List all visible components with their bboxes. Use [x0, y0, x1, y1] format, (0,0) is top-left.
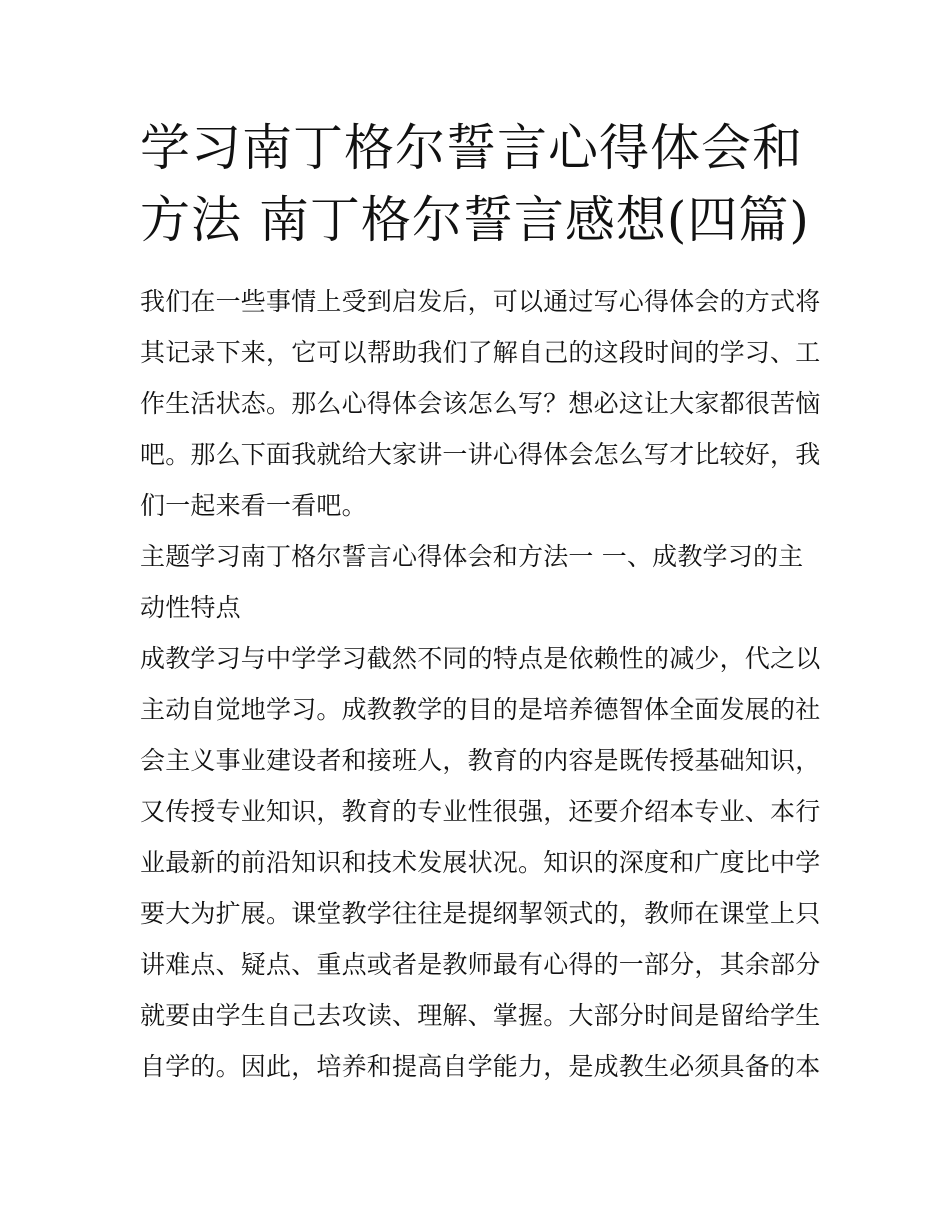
body-line: 主动自觉地学习。成教教学的目的是培养德智体全面发展的社: [140, 695, 821, 724]
title-line: 方法 南丁格尔誓言感想(四篇): [140, 191, 810, 249]
body-line: 要大为扩展。课堂教学往往是提纲挈领式的，教师在课堂上只: [140, 899, 821, 928]
body-line: 们一起来看一看吧。: [140, 491, 367, 520]
body-line: 就要由学生自己去攻读、理解、掌握。大部分时间是留给学生: [140, 1001, 821, 1030]
body-line: 成教学习与中学学习截然不同的特点是依赖性的减少，代之以: [140, 644, 821, 673]
body-line: 作生活状态。那么心得体会该怎么写？想必这让大家都很苦恼: [140, 389, 821, 418]
body-line: 业最新的前沿知识和技术发展状况。知识的深度和广度比中学: [140, 848, 821, 877]
document-title: [140, 112, 820, 256]
title-line: 学习南丁格尔誓言心得体会和: [140, 119, 803, 177]
body-line: 又传授专业知识，教育的专业性很强，还要介绍本专业、本行: [140, 797, 821, 826]
section-heading-line: 动性特点: [140, 593, 241, 622]
body-line: 我们在一些事情上受到启发后，可以通过写心得体会的方式将: [140, 287, 821, 316]
body-line: 会主义事业建设者和接班人，教育的内容是既传授基础知识，: [140, 746, 821, 775]
body-line: 自学的。因此，培养和提高自学能力，是成教生必须具备的本: [140, 1052, 821, 1081]
section-heading-line: 主题学习南丁格尔誓言心得体会和方法一 一、成教学习的主: [140, 542, 804, 571]
body-line: 吧。那么下面我就给大家讲一讲心得体会怎么写才比较好，我: [140, 440, 821, 469]
body-line: 其记录下来，它可以帮助我们了解自己的这段时间的学习、工: [140, 338, 821, 367]
document-body: [140, 276, 820, 1092]
body-line: 讲难点、疑点、重点或者是教师最有心得的一部分，其余部分: [140, 950, 821, 979]
